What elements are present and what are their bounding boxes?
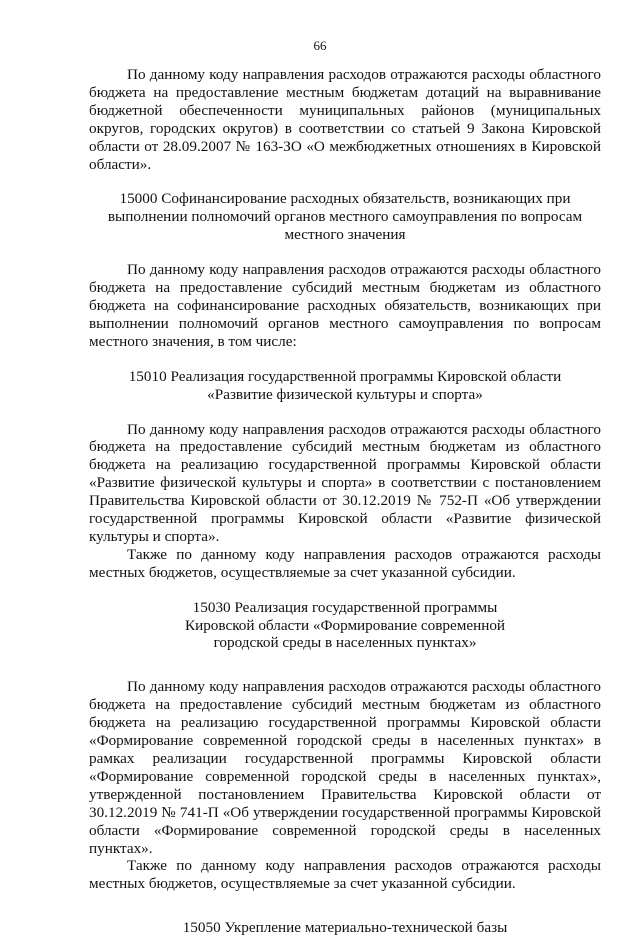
paragraph-15030-local: Также по данному коду направления расходов отражаются расходы местных бюджетов, осуществляемые за счет указанной субсидии. — [89, 857, 601, 893]
section-heading-15030: 15030 Реализация государственной программы Кировской области «Формирование современной городской среды в населенных пунктах» — [184, 598, 506, 652]
paragraph-15010: По данному коду направления расходов отражаются расходы областного бюджета на предоставление субсидий местным бюджетам из областного бюджета на реализацию государственной программы Кировской области «Развитие физической культуры и спорта» в соответствии с постановлением Правительства Кировской области от 30.12.2019 № 752-П «Об утверждении государственной программы Кировской области «Развитие физической культуры и спорта». — [89, 420, 601, 545]
page-number: 66 — [313, 38, 327, 53]
paragraph-15030: По данному коду направления расходов отражаются расходы областного бюджета на предоставление субсидий местным бюджетам из областного бюджета на реализацию государственной программы Кировской области «Формирование современной городской среды в населенных пунктах» в рамках реализации государственной программы Кировской области «Формирование современной городской среды в населенных пунктах», утвержденной постановлением Правительства Кировской области от 30.12.2019 № 741-П «Об утверждении государственной программы Кировской области «Формирование современной городской среды в населенных пунктах». — [89, 678, 601, 857]
section-heading-15000: 15000 Софинансирование расходных обязательств, возникающих при выполнении полномочий органов местного самоуправления по вопросам местного значения — [107, 190, 583, 244]
paragraph-15000: По данному коду направления расходов отражаются расходы областного бюджета на предоставление субсидий местным бюджетам из областного бюджета на софинансирование расходных обязательств, возникающих при выполнении полномочий органов местного самоуправления по вопросам местного значения, в том числе: — [89, 261, 601, 350]
paragraph-15010-local: Также по данному коду направления расходов отражаются расходы местных бюджетов, осуществляемые за счет указанной субсидии. — [89, 545, 601, 581]
section-heading-15050: 15050 Укрепление материально-технической базы — [182, 919, 508, 937]
paragraph-subsidies-equalization: По данному коду направления расходов отражаются расходы областного бюджета на предоставление местным бюджетам дотаций на выравнивание бюджетной обеспеченности муниципальных районов (муниципальных округов, городских округов) в соответствии со статьей 9 Закона Кировской области от 28.09.2007 № 163-ЗО «О межбюджетных отношениях в Кировской области». — [89, 66, 601, 173]
document-body — [89, 66, 601, 937]
section-heading-15010: 15010 Реализация государственной программы Кировской области «Развитие физической культуры и спорта» — [128, 367, 562, 403]
